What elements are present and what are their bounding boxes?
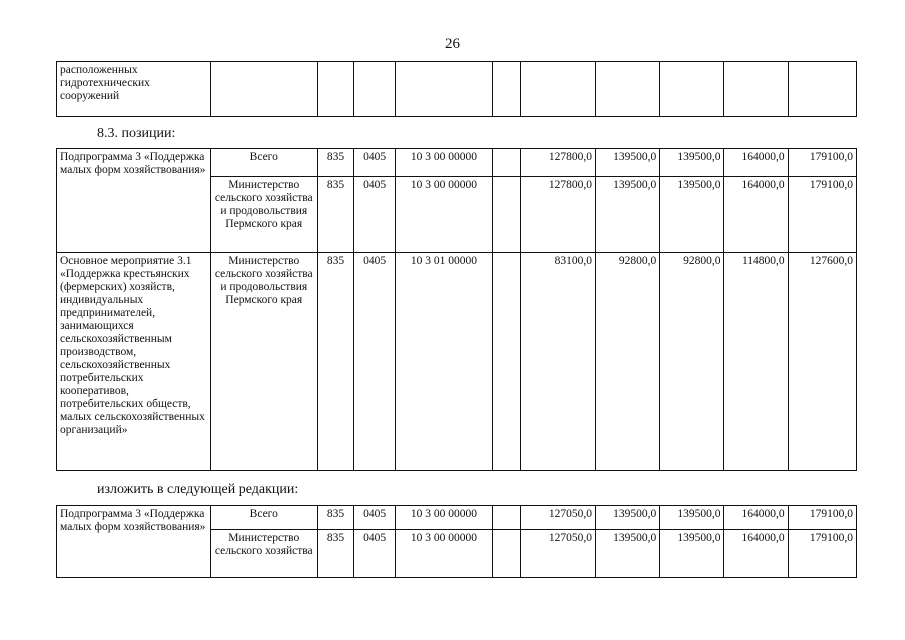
row-value-5: 179100,0: [788, 506, 856, 530]
row-executor: Всего: [210, 149, 317, 177]
row-value-5: 127600,0: [788, 253, 856, 471]
row-value-2: 139500,0: [595, 506, 659, 530]
cell-empty: [788, 62, 856, 117]
row-grbs: 835: [317, 506, 353, 530]
row-value-1: 127050,0: [520, 530, 595, 578]
row-value-3: 139500,0: [660, 530, 724, 578]
cell-empty: [520, 62, 595, 117]
table-row: [57, 149, 857, 177]
row-executor: Министерство сельского хозяйства и продовольствия Пермского края: [210, 253, 317, 471]
cell-empty: [210, 62, 317, 117]
row-name: Подпрограмма 3 «Поддержка малых форм хозяйствования»: [57, 506, 211, 578]
table-row: [57, 506, 857, 530]
row-value-3: 92800,0: [660, 253, 724, 471]
cell-empty: [660, 62, 724, 117]
row-value-2: 139500,0: [595, 530, 659, 578]
cell-empty: [354, 62, 396, 117]
row-value-2: 139500,0: [595, 177, 659, 253]
new-positions-table: [56, 505, 857, 578]
row-csr: 10 3 01 00000: [396, 253, 492, 471]
row-executor: Всего: [210, 506, 317, 530]
row-value-4: 114800,0: [724, 253, 788, 471]
table-row: [57, 62, 857, 117]
row-value-4: 164000,0: [724, 530, 788, 578]
fragment-table: [56, 61, 857, 117]
row-vr: [492, 253, 520, 471]
row-value-1: 127800,0: [520, 149, 595, 177]
row-rz-pr: 0405: [354, 253, 396, 471]
row-value-2: 92800,0: [595, 253, 659, 471]
section-positions-label: 8.3. позиции:: [97, 126, 176, 141]
row-value-5: 179100,0: [788, 177, 856, 253]
row-name: Основное мероприятие 3.1 «Поддержка крестьянских (фермерских) хозяйств, индивидуальных предпринимателей, занимающихся сельскохозяйственным производством, сельскохозяйственных потребительских кооперативов, потребительских обществ, малых сельскохозяйственных организаций»: [57, 253, 211, 471]
row-name: расположенных гидротехнических сооружений: [57, 62, 211, 117]
row-executor: Министерство сельского хозяйства: [210, 530, 317, 578]
row-value-5: 179100,0: [788, 149, 856, 177]
row-csr: 10 3 00 00000: [396, 177, 492, 253]
cell-empty: [595, 62, 659, 117]
cell-empty: [396, 62, 492, 117]
row-csr: 10 3 00 00000: [396, 149, 492, 177]
cell-empty: [724, 62, 788, 117]
row-grbs: 835: [317, 177, 353, 253]
row-rz-pr: 0405: [354, 177, 396, 253]
section-new-label: изложить в следующей редакции:: [97, 482, 299, 497]
row-value-4: 164000,0: [724, 506, 788, 530]
cell-empty: [317, 62, 353, 117]
cell-empty: [492, 62, 520, 117]
row-value-1: 83100,0: [520, 253, 595, 471]
old-positions-table: [56, 148, 857, 471]
row-grbs: 835: [317, 149, 353, 177]
row-grbs: 835: [317, 253, 353, 471]
row-vr: [492, 149, 520, 177]
row-grbs: 835: [317, 530, 353, 578]
row-rz-pr: 0405: [354, 149, 396, 177]
table-row: [57, 253, 857, 471]
row-vr: [492, 177, 520, 253]
row-value-1: 127800,0: [520, 177, 595, 253]
row-vr: [492, 506, 520, 530]
row-value-4: 164000,0: [724, 177, 788, 253]
row-rz-pr: 0405: [354, 506, 396, 530]
row-value-3: 139500,0: [660, 149, 724, 177]
row-value-3: 139500,0: [660, 177, 724, 253]
row-csr: 10 3 00 00000: [396, 506, 492, 530]
row-executor: Министерство сельского хозяйства и продовольствия Пермского края: [210, 177, 317, 253]
row-value-5: 179100,0: [788, 530, 856, 578]
row-csr: 10 3 00 00000: [396, 530, 492, 578]
row-value-1: 127050,0: [520, 506, 595, 530]
page-number: 26: [445, 36, 460, 52]
row-value-3: 139500,0: [660, 506, 724, 530]
row-name: Подпрограмма 3 «Поддержка малых форм хозяйствования»: [57, 149, 211, 253]
row-rz-pr: 0405: [354, 530, 396, 578]
row-value-2: 139500,0: [595, 149, 659, 177]
row-value-4: 164000,0: [724, 149, 788, 177]
row-vr: [492, 530, 520, 578]
